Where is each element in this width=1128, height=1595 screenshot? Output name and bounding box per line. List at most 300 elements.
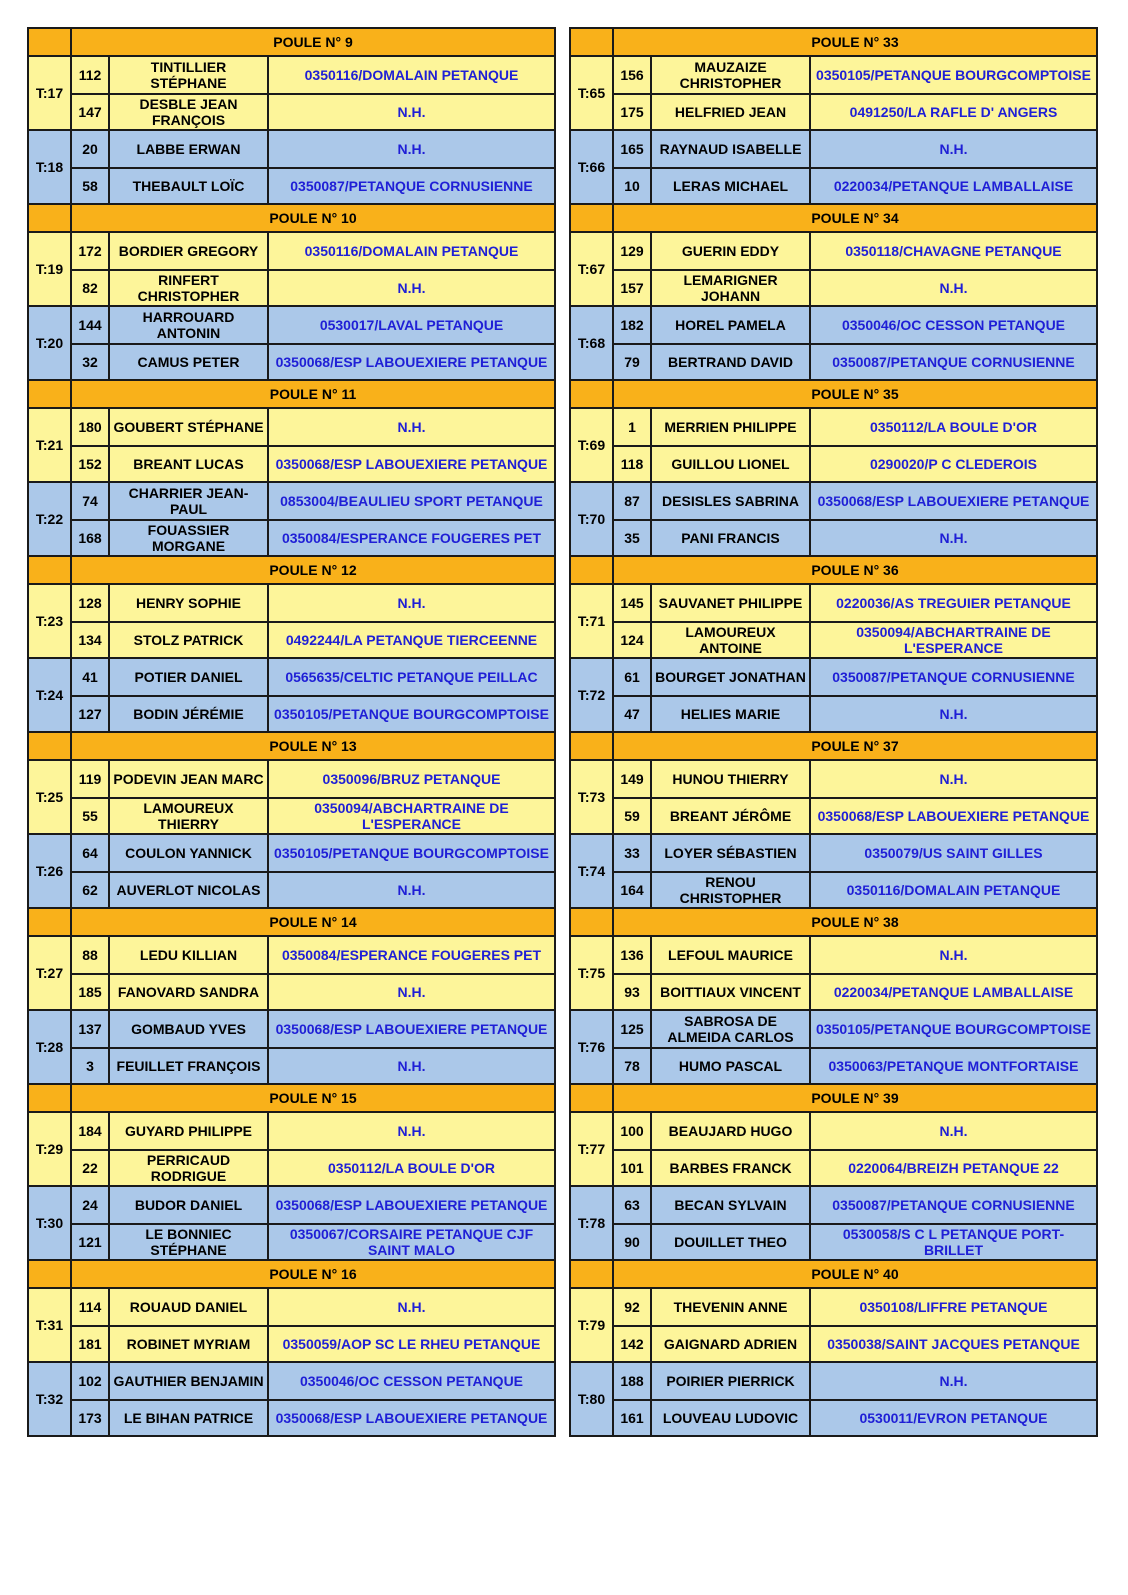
player-number: 79 [614,345,652,379]
player-name: HOREL PAMELA [652,307,811,343]
player-row [614,973,1096,1009]
team-label: T:70 [571,483,614,555]
poule-title: POULE N° 12 [269,562,357,578]
player-row [72,621,554,657]
team-label: T:73 [571,761,614,833]
player-number: 55 [72,799,110,833]
player-name: GUYARD PHILIPPE [110,1113,269,1149]
player-name: HELIES MARIE [652,697,811,731]
team-players [614,1187,1096,1259]
player-number: 147 [72,95,110,129]
player-club: N.H. [939,706,968,722]
player-row [72,1289,554,1325]
player-row [614,343,1096,379]
team-players [614,1113,1096,1185]
player-name: MERRIEN PHILIPPE [652,409,811,445]
player-name: BOITTIAUX VINCENT [652,975,811,1009]
player-name: LOUVEAU LUDOVIC [652,1401,811,1435]
player-club: 0565635/CELTIC PETANQUE PEILLAC [285,669,538,685]
player-number: 149 [614,761,652,797]
player-club: N.H. [397,882,426,898]
player-row [72,659,554,695]
team-players [72,1011,554,1083]
team-players [614,585,1096,657]
team-label: T:23 [29,585,72,657]
player-name: DESISLES SABRINA [652,483,811,519]
player-name: CAMUS PETER [110,345,269,379]
player-number: 125 [614,1011,652,1047]
team-players [72,585,554,657]
player-club: N.H. [397,419,426,435]
player-club: 0350063/PETANQUE MONTFORTAISE [828,1058,1079,1074]
team-block [571,659,1096,733]
player-number: 175 [614,95,652,129]
player-number: 121 [72,1225,110,1259]
player-number: 134 [72,623,110,657]
player-number: 157 [614,271,652,305]
player-row [614,57,1096,93]
player-name: BERTRAND DAVID [652,345,811,379]
player-name: LERAS MICHAEL [652,169,811,203]
player-name: ROBINET MYRIAM [110,1327,269,1361]
player-number: 112 [72,57,110,93]
team-label: T:74 [571,835,614,907]
player-number: 100 [614,1113,652,1149]
poule-header [571,557,1096,585]
player-club: N.H. [939,1373,968,1389]
player-row [72,343,554,379]
player-number: 102 [72,1363,110,1399]
player-name: DOUILLET THEO [652,1225,811,1259]
player-row [614,835,1096,871]
team-label: T:32 [29,1363,72,1435]
poule-header [571,205,1096,233]
player-name: SAUVANET PHILIPPE [652,585,811,621]
team-block [29,1289,554,1363]
player-club: 0530058/S C L PETANQUE PORT-BRILLET [842,1226,1065,1258]
team-players [614,1289,1096,1361]
player-row [614,797,1096,833]
player-row [72,695,554,731]
player-row [614,1047,1096,1083]
team-players [614,835,1096,907]
team-label: T:67 [571,233,614,305]
team-players [614,1011,1096,1083]
poule-header-spacer [29,29,72,55]
poule-header [29,1261,554,1289]
player-name: PODEVIN JEAN MARC [110,761,269,797]
player-name: HUNOU THIERRY [652,761,811,797]
player-club: 0350087/PETANQUE CORNUSIENNE [832,669,1075,685]
player-row [614,621,1096,657]
player-number: 47 [614,697,652,731]
team-block [571,1187,1096,1261]
player-name: PANI FRANCIS [652,521,811,555]
player-number: 173 [72,1401,110,1435]
poule-title: POULE N° 35 [811,386,899,402]
player-row [72,1113,554,1149]
team-block [571,937,1096,1011]
player-name: BODIN JÉRÉMIE [110,697,269,731]
player-row [614,1325,1096,1361]
right-column [569,27,1098,1437]
player-club: N.H. [397,595,426,611]
player-row [72,1149,554,1185]
player-row [72,585,554,621]
player-club: N.H. [397,280,426,296]
player-name: LABBE ERWAN [110,131,269,167]
player-name: THEVENIN ANNE [652,1289,811,1325]
player-row [72,57,554,93]
player-name: LEMARIGNER JOHANN [652,271,811,305]
team-block [571,483,1096,557]
player-number: 185 [72,975,110,1009]
player-row [72,269,554,305]
player-number: 172 [72,233,110,269]
team-block [571,585,1096,659]
team-block [29,1187,554,1261]
poule-header-spacer [29,733,72,759]
player-name: HELFRIED JEAN [652,95,811,129]
player-club: 0350116/DOMALAIN PETANQUE [304,243,519,259]
player-name: MAUZAIZE CHRISTOPHER [652,57,811,93]
player-row [72,307,554,343]
player-name: BEAUJARD HUGO [652,1113,811,1149]
player-name: ROUAUD DANIEL [110,1289,269,1325]
player-club: 0350068/ESP LABOUEXIERE PETANQUE [817,493,1090,509]
team-players [72,835,554,907]
team-block [29,409,554,483]
player-name: CHARRIER JEAN-PAUL [110,483,269,519]
player-club: 0350067/CORSAIRE PETANQUE CJF SAINT MALO [289,1226,534,1258]
player-club: 0350068/ESP LABOUEXIERE PETANQUE [817,808,1090,824]
team-label: T:21 [29,409,72,481]
player-number: 82 [72,271,110,305]
poule-title: POULE N° 37 [811,738,899,754]
player-row [614,409,1096,445]
player-number: 156 [614,57,652,93]
player-row [614,131,1096,167]
poule-title: POULE N° 39 [811,1090,899,1106]
player-name: THEBAULT LOÏC [110,169,269,203]
team-players [614,233,1096,305]
player-name: SABROSA DE ALMEIDA CARLOS [652,1011,811,1047]
team-label: T:24 [29,659,72,731]
player-row [72,797,554,833]
team-block [571,233,1096,307]
player-number: 90 [614,1225,652,1259]
team-block [571,1011,1096,1085]
team-block [571,761,1096,835]
player-row [614,1187,1096,1223]
player-club: 0350087/PETANQUE CORNUSIENNE [290,178,533,194]
team-players [614,761,1096,833]
team-label: T:65 [571,57,614,129]
team-players [614,307,1096,379]
player-name: GUILLOU LIONEL [652,447,811,481]
player-name: GOUBERT STÉPHANE [110,409,269,445]
player-number: 181 [72,1327,110,1361]
player-club: 0530011/EVRON PETANQUE [859,1410,1048,1426]
player-club: 0350068/ESP LABOUEXIERE PETANQUE [275,1021,548,1037]
player-name: HARROUARD ANTONIN [110,307,269,343]
player-club: 0350096/BRUZ PETANQUE [322,771,501,787]
player-row [614,519,1096,555]
poule-title: POULE N° 33 [811,34,899,50]
poule-header-spacer [571,29,614,55]
poule-title: POULE N° 10 [269,210,357,226]
player-club: 0350068/ESP LABOUEXIERE PETANQUE [275,456,548,472]
player-row [614,871,1096,907]
player-name: FANOVARD SANDRA [110,975,269,1009]
poule-title: POULE N° 16 [269,1266,357,1282]
team-block [29,1363,554,1435]
player-row [72,1011,554,1047]
team-label: T:30 [29,1187,72,1259]
team-block [571,835,1096,909]
player-number: 137 [72,1011,110,1047]
player-row [72,761,554,797]
player-row [72,519,554,555]
player-club: N.H. [939,947,968,963]
player-club: N.H. [397,1058,426,1074]
player-club: 0350105/PETANQUE BOURGCOMPTOISE [816,1021,1091,1037]
player-name: BORDIER GREGORY [110,233,269,269]
team-players [72,659,554,731]
player-number: 93 [614,975,652,1009]
player-name: BECAN SYLVAIN [652,1187,811,1223]
team-players [72,761,554,833]
poule-header-spacer [29,909,72,935]
player-number: 144 [72,307,110,343]
player-number: 62 [72,873,110,907]
player-number: 63 [614,1187,652,1223]
player-number: 24 [72,1187,110,1223]
team-players [614,1363,1096,1435]
team-block [571,1289,1096,1363]
poule-header-spacer [29,1261,72,1287]
player-name: POIRIER PIERRICK [652,1363,811,1399]
player-name: BARBES FRANCK [652,1151,811,1185]
team-label: T:29 [29,1113,72,1185]
poule-header [571,909,1096,937]
player-row [614,937,1096,973]
poule-header [29,381,554,409]
player-name: BUDOR DANIEL [110,1187,269,1223]
player-club: 0350079/US SAINT GILLES [864,845,1043,861]
player-number: 142 [614,1327,652,1361]
team-block [571,409,1096,483]
poule-title: POULE N° 11 [269,386,357,402]
poule-header [571,1085,1096,1113]
poule-title: POULE N° 13 [269,738,357,754]
left-column [27,27,556,1437]
team-label: T:20 [29,307,72,379]
player-name: LE BONNIEC STÉPHANE [110,1225,269,1259]
team-label: T:72 [571,659,614,731]
team-block [571,57,1096,131]
player-name: GAIGNARD ADRIEN [652,1327,811,1361]
player-row [614,483,1096,519]
team-label: T:19 [29,233,72,305]
player-number: 128 [72,585,110,621]
player-row [72,483,554,519]
player-row [614,233,1096,269]
player-number: 127 [72,697,110,731]
player-club: 0350105/PETANQUE BOURGCOMPTOISE [274,706,549,722]
poule-header-spacer [29,205,72,231]
player-row [614,1113,1096,1149]
player-club: N.H. [939,530,968,546]
player-number: 145 [614,585,652,621]
player-club: 0350087/PETANQUE CORNUSIENNE [832,1197,1075,1213]
player-number: 59 [614,799,652,833]
team-label: T:18 [29,131,72,203]
player-name: DESBLE JEAN FRANÇOIS [110,95,269,129]
poule-title: POULE N° 9 [273,34,353,50]
team-label: T:68 [571,307,614,379]
player-club: 0350094/ABCHARTRAINE DE L'ESPERANCE [856,624,1051,656]
player-row [614,1289,1096,1325]
player-club: 0350068/ESP LABOUEXIERE PETANQUE [275,1197,548,1213]
team-players [72,57,554,129]
player-club: 0350046/OC CESSON PETANQUE [841,317,1066,333]
player-club: N.H. [939,771,968,787]
team-block [29,307,554,381]
player-club: N.H. [939,141,968,157]
player-club: 0350112/LA BOULE D'OR [328,1160,495,1176]
player-row [614,659,1096,695]
player-row [614,585,1096,621]
player-row [72,835,554,871]
player-number: 118 [614,447,652,481]
team-label: T:66 [571,131,614,203]
team-players [72,483,554,555]
player-club: 0350118/CHAVAGNE PETANQUE [845,243,1062,259]
team-players [72,409,554,481]
player-row [72,1047,554,1083]
team-players [72,233,554,305]
player-name: LOYER SÉBASTIEN [652,835,811,871]
player-name: BREANT LUCAS [110,447,269,481]
team-block [571,1113,1096,1187]
player-name: FOUASSIER MORGANE [110,521,269,555]
poule-header [29,733,554,761]
player-row [72,167,554,203]
player-number: 119 [72,761,110,797]
team-block [29,835,554,909]
player-row [72,131,554,167]
player-number: 165 [614,131,652,167]
player-club: 0492244/LA PETANQUE TIERCEENNE [285,632,538,648]
poule-header [571,29,1096,57]
player-club: 0350068/ESP LABOUEXIERE PETANQUE [275,354,548,370]
poule-header [29,205,554,233]
player-number: 87 [614,483,652,519]
team-label: T:25 [29,761,72,833]
team-label: T:69 [571,409,614,481]
player-name: PERRICAUD RODRIGUE [110,1151,269,1185]
player-name: STOLZ PATRICK [110,623,269,657]
player-name: POTIER DANIEL [110,659,269,695]
player-club: 0350038/SAINT JACQUES PETANQUE [827,1336,1080,1352]
player-number: 88 [72,937,110,973]
player-club: N.H. [397,1299,426,1315]
player-row [72,233,554,269]
player-number: 33 [614,835,652,871]
team-block [29,761,554,835]
player-club: 0350116/DOMALAIN PETANQUE [846,882,1061,898]
team-label: T:78 [571,1187,614,1259]
poule-title: POULE N° 36 [811,562,899,578]
team-players [72,307,554,379]
team-players [614,659,1096,731]
team-block [29,1113,554,1187]
player-number: 41 [72,659,110,695]
player-name: AUVERLOT NICOLAS [110,873,269,907]
player-name: LE BIHAN PATRICE [110,1401,269,1435]
player-club: N.H. [397,141,426,157]
player-number: 74 [72,483,110,519]
poule-header [29,909,554,937]
poule-header [571,733,1096,761]
player-club: 0350059/AOP SC LE RHEU PETANQUE [282,1336,541,1352]
team-block [29,57,554,131]
player-club: 0350105/PETANQUE BOURGCOMPTOISE [274,845,549,861]
player-number: 168 [72,521,110,555]
player-number: 182 [614,307,652,343]
player-club: 0530017/LAVAL PETANQUE [319,317,504,333]
player-club: 0491250/LA RAFLE D' ANGERS [849,104,1058,120]
player-name: RAYNAUD ISABELLE [652,131,811,167]
player-club: 0350046/OC CESSON PETANQUE [299,1373,524,1389]
poule-header-spacer [571,733,614,759]
player-row [614,1399,1096,1435]
poule-header [571,1261,1096,1289]
player-number: 20 [72,131,110,167]
team-block [571,1363,1096,1435]
player-club: 0350108/LIFFRE PETANQUE [859,1299,1048,1315]
player-club: N.H. [397,984,426,1000]
team-players [614,409,1096,481]
player-club: 0350094/ABCHARTRAINE DE L'ESPERANCE [314,800,509,832]
player-row [72,445,554,481]
player-number: 1 [614,409,652,445]
poule-header [571,381,1096,409]
player-name: FEUILLET FRANÇOIS [110,1049,269,1083]
team-players [72,1363,554,1435]
poule-header-spacer [571,909,614,935]
player-row [72,1325,554,1361]
player-number: 78 [614,1049,652,1083]
poule-header [29,29,554,57]
team-players [614,131,1096,203]
team-label: T:22 [29,483,72,555]
player-club: 0220064/BREIZH PETANQUE 22 [848,1160,1059,1176]
player-row [614,1223,1096,1259]
player-row [614,93,1096,129]
player-club: 0220036/AS TREGUIER PETANQUE [836,595,1071,611]
player-name: GOMBAUD YVES [110,1011,269,1047]
player-number: 124 [614,623,652,657]
player-row [614,269,1096,305]
team-players [614,57,1096,129]
team-label: T:77 [571,1113,614,1185]
player-row [72,1399,554,1435]
player-club: N.H. [939,1123,968,1139]
player-name: LAMOUREUX ANTOINE [652,623,811,657]
player-row [72,1223,554,1259]
